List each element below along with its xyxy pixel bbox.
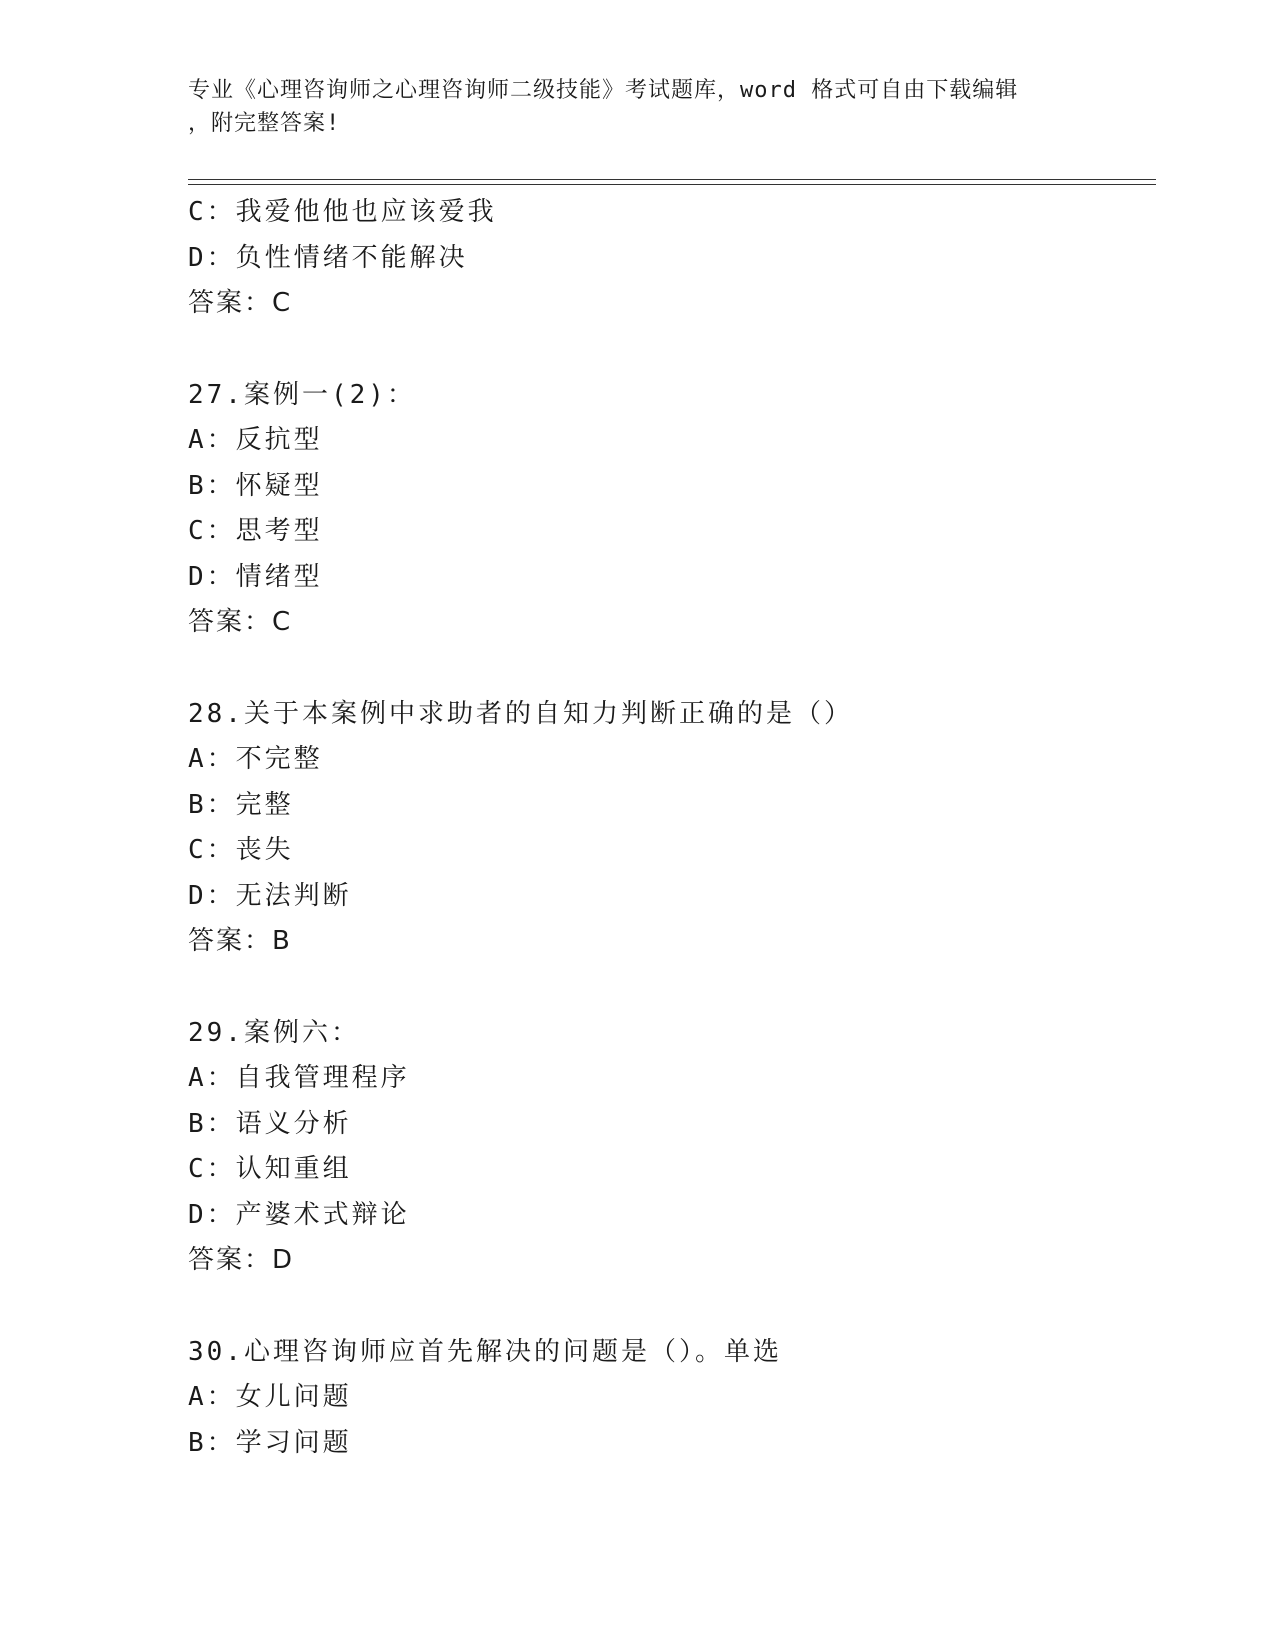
option-a: A：反抗型 (188, 425, 323, 455)
header-rule-bottom (188, 184, 1156, 185)
answer: 答案：B (188, 926, 292, 956)
question-stem: 29.案例六： (188, 1017, 360, 1048)
question-stem: 28.关于本案例中求助者的自知力判断正确的是（） (188, 698, 853, 729)
question-26 (188, 190, 1148, 327)
header-line-2: ，附完整答案! (188, 111, 341, 136)
option-a: A：女儿问题 (188, 1382, 352, 1412)
option-c: C：思考型 (188, 516, 323, 546)
option-d: D：无法判断 (188, 880, 352, 911)
option-d: D：情绪型 (188, 561, 323, 592)
option-b: B：完整 (188, 789, 294, 820)
answer: 答案：C (188, 607, 293, 637)
answer: 答案：D (188, 1245, 295, 1275)
question-27 (188, 373, 1148, 646)
option-b: B：学习问题 (188, 1427, 352, 1458)
answer: 答案：C (188, 288, 293, 318)
option-b: B：语义分析 (188, 1108, 352, 1139)
question-stem: 30.心理咨询师应首先解决的问题是（）。单选 (188, 1336, 782, 1367)
option-d: D：负性情绪不能解决 (188, 242, 468, 273)
header-line-1: 专业《心理咨询师之心理咨询师二级技能》考试题库，word 格式可自由下载编辑 (188, 78, 1019, 103)
option-b: B：怀疑型 (188, 470, 323, 501)
option-c: C：我爱他他也应该爱我 (188, 197, 497, 227)
option-d: D：产婆术式辩论 (188, 1199, 410, 1230)
option-a: A：自我管理程序 (188, 1063, 410, 1093)
header-rule-top (188, 179, 1156, 180)
question-29 (188, 1011, 1148, 1284)
question-list (188, 190, 1148, 1466)
option-c: C：认知重组 (188, 1154, 352, 1184)
option-c: C：丧失 (188, 835, 294, 865)
option-a: A：不完整 (188, 744, 323, 774)
question-28 (188, 692, 1148, 965)
question-stem: 27.案例一(2)： (188, 379, 416, 410)
question-30 (188, 1330, 1148, 1467)
document-header (188, 74, 1088, 140)
